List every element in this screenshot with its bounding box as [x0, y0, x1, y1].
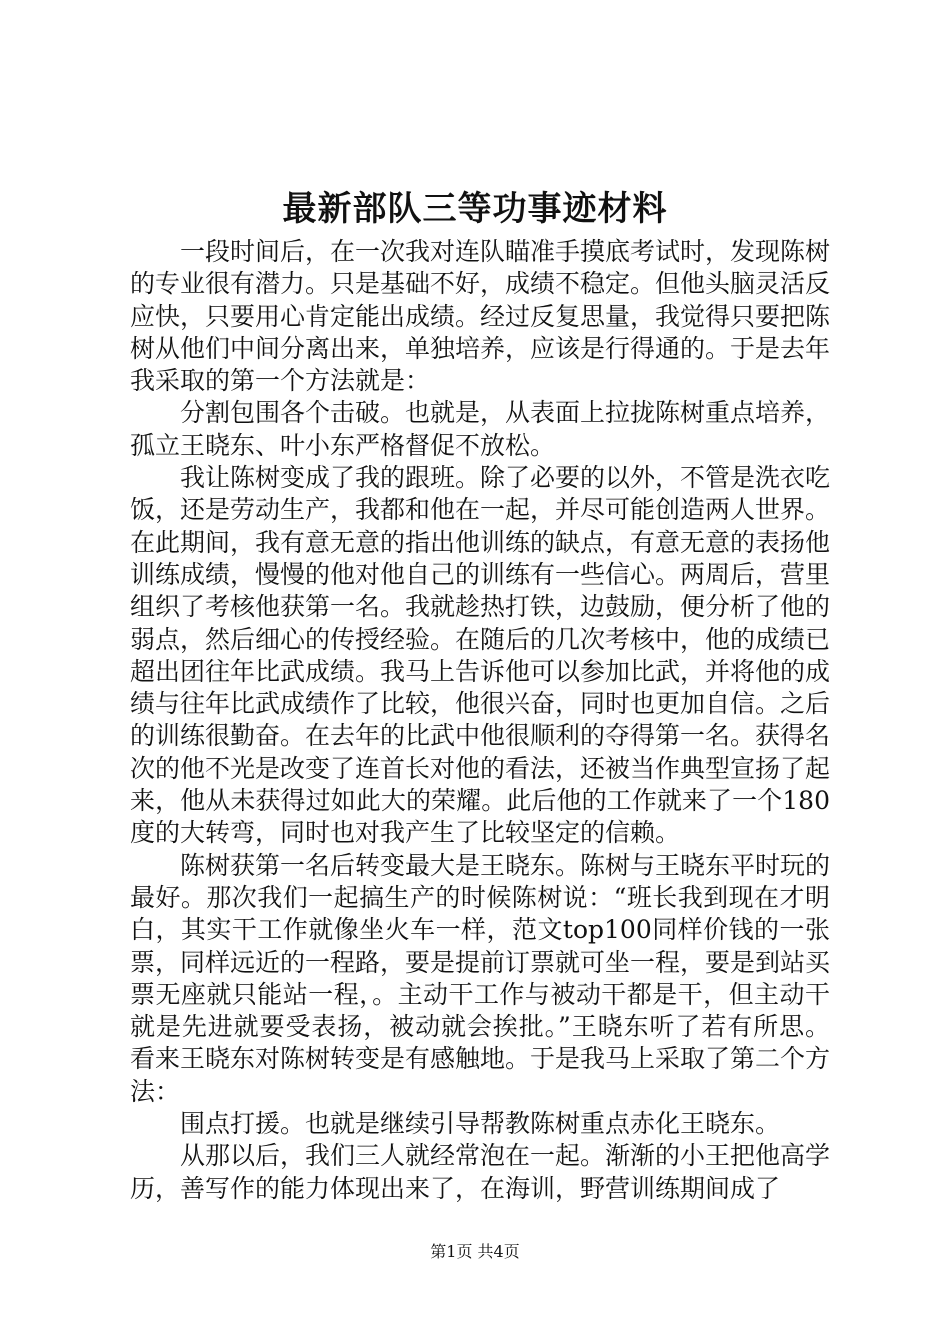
- body-paragraph: 围点打援。也就是继续引导帮教陈树重点赤化王晓东。: [180, 1109, 781, 1139]
- body-paragraph: 分割包围各个击破。也就是，从表面上拉拢陈树重点培养，孤立王晓东、叶小东严格督促不放松。: [130, 398, 831, 460]
- page-number-footer: 第1页 共4页: [430, 1242, 520, 1261]
- body-paragraph: 陈树获第一名后转变最大是王晓东。陈树与王晓东平时玩的最好。那次我们一起搞生产的时候陈树说：“班长我到现在才明白，其实干工作就像坐火车一样，范文top100同样价钱的一张票，同样远近的一程路，要是提前订票就可坐一程，要是到站买票无座就只能站一程，。主动干工作与被动干都是干，但主动干就是先进就要受表扬，被动就会挨批。”王晓东听了若有所思。看来王晓东对陈树转变是有感触地。于是我马上采取了第二个方法：: [130, 850, 831, 1106]
- document-title: 最新部队三等功事迹材料: [282, 189, 668, 229]
- document-body: [130, 236, 830, 1205]
- body-paragraph: 一段时间后，在一次我对连队瞄准手摸底考试时，发现陈树的专业很有潜力。只是基础不好，成绩不稳定。但他头脑灵活反应快，只要用心肯定能出成绩。经过反复思量，我觉得只要把陈树从他们中间分离出来，单独培养，应该是行得通的。于是去年我采取的第一个方法就是：: [130, 237, 831, 396]
- body-paragraph: 我让陈树变成了我的跟班。除了必要的以外，不管是洗衣吃饭，还是劳动生产，我都和他在一起，并尽可能创造两人世界。在此期间，我有意无意的指出他训练的缺点，有意无意的表扬他训练成绩，慢慢的他对他自己的训练有一些信心。两周后，营里组织了考核他获第一名。我就趁热打铁，边鼓励，便分析了他的弱点，然后细心的传授经验。在随后的几次考核中，他的成绩已超出团往年比武成绩。我马上告诉他可以参加比武，并将他的成绩与往年比武成绩作了比较，他很兴奋，同时也更加自信。之后的训练很勤奋。在去年的比武中他很顺利的夺得第一名。获得名次的他不光是改变了连首长对他的看法，还被当作典型宣扬了起来，他从未获得过如此大的荣耀。此后他的工作就来了一个180度的大转弯，同时也对我产生了比较坚定的信赖。: [130, 463, 831, 848]
- body-paragraph: 从那以后，我们三人就经常泡在一起。渐渐的小王把他高学历，善写作的能力体现出来了，在海训，野营训练期间成了: [130, 1141, 831, 1203]
